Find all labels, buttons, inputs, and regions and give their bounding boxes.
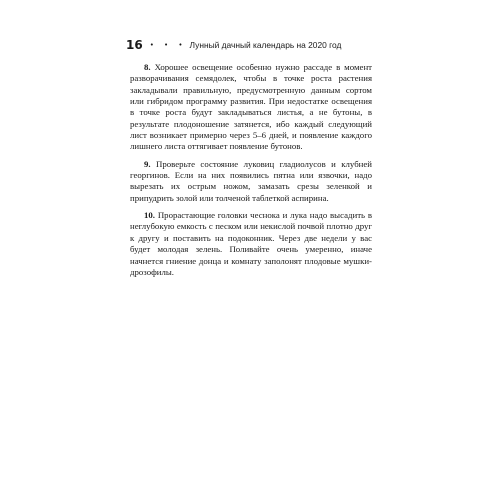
paragraph-text: Проверьте состояние луковиц гладиолусов и клубней георгинов. Если на них появились пятна или язвочки, надо вырезать их острым ножом, замазать срезы зеленкой и припудрить золой или толченой таблеткой аспирина. [130, 158, 372, 203]
paragraph-text: Хорошее освещение особенно нужно рассаде в момент разворачивания семядолек, чтобы в точке роста растения закладывали правильную, предусмотренную данным сортом или гибридом программу развития. При недостатке освещения в точке роста будут закладываться листья, а не бутоны, в результате плодоношение затянется, ибо каждый следующий лист возникает примерно через 5–6 дней, и появление каждого лишнего листа оттягивает появление бутонов. [130, 62, 372, 152]
header-dots: • • • [149, 41, 187, 49]
paragraph-number: 8. [144, 62, 151, 72]
paragraph-number: 10. [144, 210, 155, 221]
paragraph-number: 9. [144, 158, 151, 169]
book-title: Лунный дачный календарь на 2020 год [189, 40, 342, 50]
page-body [130, 62, 372, 284]
paragraph-10 [130, 210, 372, 278]
paragraph-9 [130, 159, 372, 204]
paragraph-text: Прорастающие головки чеснока и лука надо высадить в неглубокую емкость с песком или некислой почвой плотно друг к другу и поставить на подоконник. Через две недели у вас будет молодая зелень. Поливайте очень умеренно, иначе начнется гниение донца и комнату заполонят плодовые мушки-дрозофилы. [130, 210, 373, 277]
paragraph-8 [130, 62, 372, 153]
page-number: 16 [126, 38, 143, 52]
running-header [126, 38, 386, 52]
